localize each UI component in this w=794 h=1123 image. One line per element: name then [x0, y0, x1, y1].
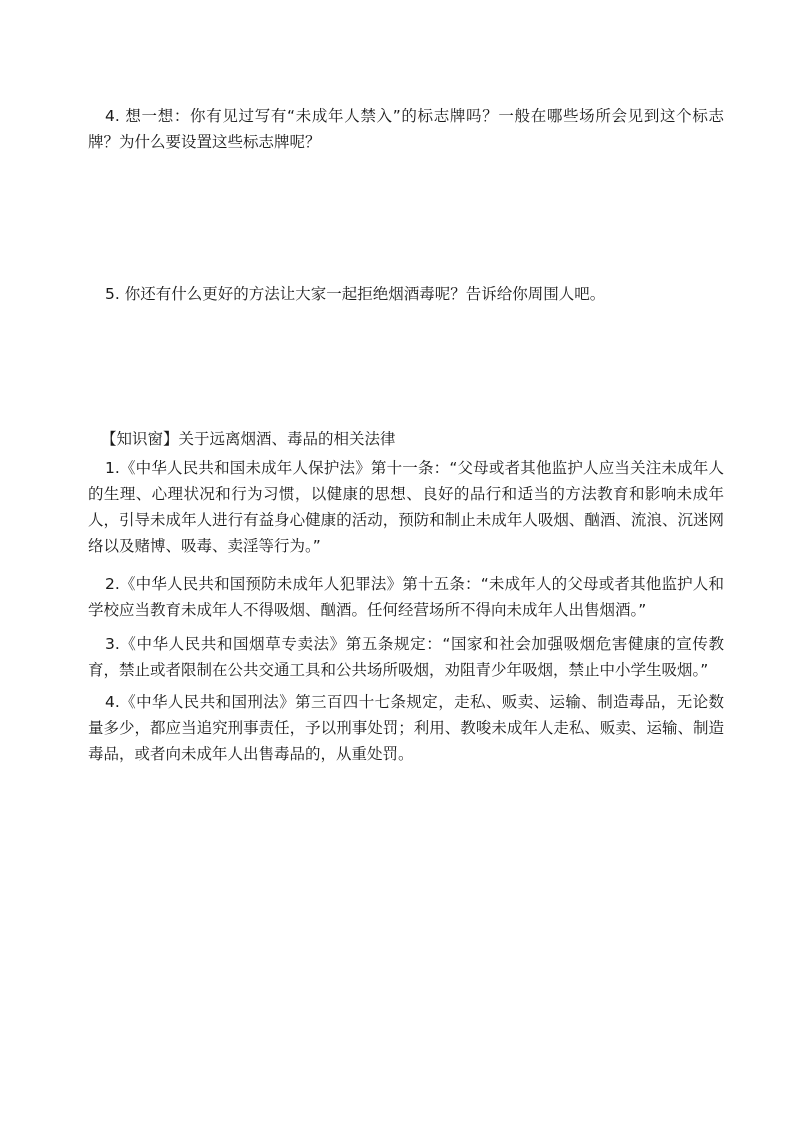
- law-item-3: 3.《中华人民共和国烟草专卖法》第五条规定：“国家和社会加强吸烟危害健康的宣传教育，禁止或者限制在公共交通工具和公共场所吸烟，劝阻青少年吸烟，禁止中小学生吸烟。”: [88, 635, 724, 679]
- knowledge-window-title: 【知识窗】关于远离烟酒、毒品的相关法律: [101, 430, 396, 448]
- question-5: 5. 你还有什么更好的方法让大家一起拒绝烟酒毒呢？告诉给你周围人吧。: [105, 285, 606, 303]
- law-item-1: 1.《中华人民共和国未成年人保护法》第十一条：“父母或者其他监护人应当关注未成年人的生理、心理状况和行为习惯，以健康的思想、良好的品行和适当的方法教育和影响未成年人，引导未成年人进行有益身心健康的活动，预防和制止未成年人吸烟、酗酒、流浪、沉迷网络以及赌博、吸毒、卖淫等行为。”: [88, 459, 724, 555]
- question-4: 4. 想一想：你有见过写有“未成年人禁入”的标志牌吗？一般在哪些场所会见到这个标志牌？为什么要设置这些标志牌呢？: [88, 107, 724, 151]
- law-item-2: 2.《中华人民共和国预防未成年人犯罪法》第十五条：“未成年人的父母或者其他监护人和学校应当教育未成年人不得吸烟、酗酒。任何经营场所不得向未成年人出售烟酒。”: [88, 575, 724, 619]
- law-item-4: 4.《中华人民共和国刑法》第三百四十七条规定，走私、贩卖、运输、制造毒品，无论数量多少，都应当追究刑事责任，予以刑事处罚；利用、教唆未成年人走私、贩卖、运输、制造毒品，或者向未成年人出售毒品的，从重处罚。: [88, 693, 724, 763]
